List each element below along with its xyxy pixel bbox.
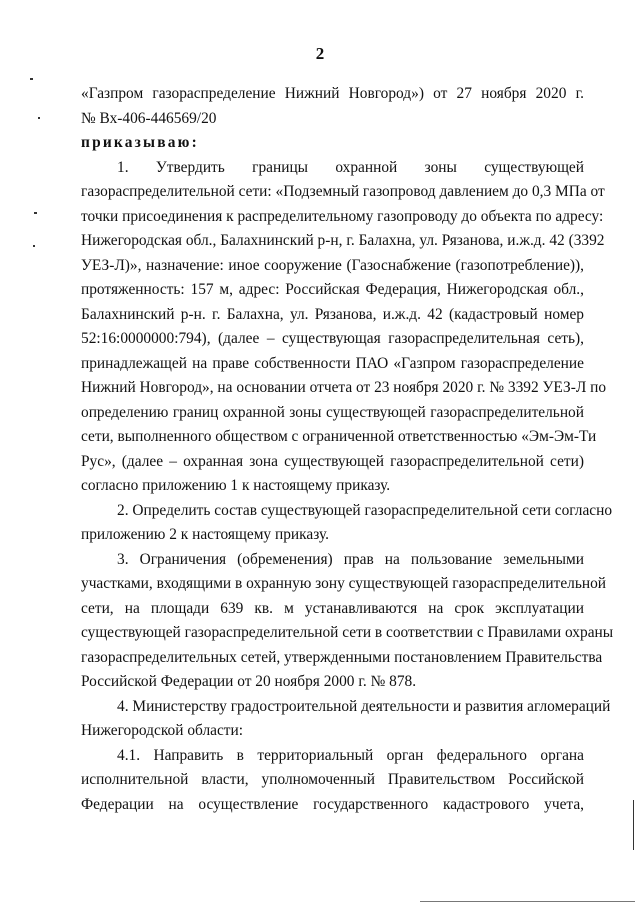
text-line: газораспределительных сетей, утвержденными постановлением Правительства (81, 648, 603, 666)
text-line: сети, выполненного обществом с ограниченной ответственностью «Эм-Эм-Ти (81, 428, 597, 445)
text-line: Балахнинский р-н. г. Балахна, ул. Рязанова, и.ж.д. 42 (кадастровый номер (81, 305, 584, 323)
scan-mark (38, 117, 40, 119)
text-line: точки присоединения к распределительному газопроводу до объекта по адресу: (81, 207, 604, 225)
text-line: 52:16:0000000:794), (далее – существующая газораспределительная сеть), (81, 330, 584, 347)
text-line: Нижегородская обл., Балахнинский р-н, г. Балахна, ул. Рязанова, и.ж.д. 42 (3392 (81, 232, 605, 249)
text-line: Нижегородской области: (81, 722, 244, 739)
text-line: сети, на площади 639 кв. м устанавливаются на срок эксплуатации (81, 599, 584, 617)
text-line: участками, входящими в охранную зону существующей газораспределительной (81, 575, 607, 592)
paragraph-start: 2. Определить состав существующей газораспределительной сети согласно (117, 501, 613, 519)
paragraph-start: 1. Утвердить границы охранной зоны существующей (117, 158, 584, 176)
text-line: Федерации на осуществление государственного кадастрового учета, (81, 795, 584, 813)
page-number: 2 (315, 44, 325, 63)
text-line: № Вх-406-446569/20 (81, 109, 217, 127)
scan-mark (30, 78, 33, 80)
order-heading: приказываю: (81, 134, 199, 151)
text-line: существующей газораспределительной сети в соответствии с Правилами охраны (81, 624, 614, 641)
text-line: протяженность: 157 м, адрес: Российская Федерация, Нижегородская обл., (81, 281, 584, 298)
scan-mark (33, 245, 35, 247)
text-line: «Газпром газораспределение Нижний Новгород») от 27 ноября 2020 г. (81, 85, 584, 102)
text-line: газораспределительной сети: «Подземный газопровод давлением до 0,3 МПа от (81, 183, 605, 200)
scan-edge-line (420, 901, 635, 902)
text-line: определению границ охранной зоны существующей газораспределительной (81, 403, 584, 421)
scan-mark (34, 212, 37, 214)
text-line: согласно приложению 1 к настоящему приказу. (81, 477, 391, 494)
paragraph-start: 4. Министерству градостроительной деятельности и развития агломераций (117, 697, 611, 715)
document-body (81, 82, 614, 817)
text-line: УЕЗ-Л)», назначение: иное сооружение (Газоснабжение (газопотребление)), (81, 256, 584, 274)
text-line: приложению 2 к настоящему приказу. (81, 526, 329, 543)
scan-edge-line (633, 800, 634, 850)
text-line: исполнительной власти, уполномоченный Правительством Российской (81, 771, 584, 788)
text-line: Рус», (далее – охранная зона существующей газораспределительной сети) (81, 452, 584, 470)
paragraph-start: 3. Ограничения (обременения) прав на пользование земельными (117, 550, 584, 568)
text-line: принадлежащей на праве собственности ПАО «Газпром газораспределение (81, 354, 584, 372)
paragraph-start: 4.1. Направить в территориальный орган федерального органа (117, 746, 584, 764)
text-line: Нижний Новгород», на основании отчета от 23 ноября 2020 г. № 3392 УЕЗ-Л по (81, 379, 607, 396)
text-line: Российской Федерации от 20 ноября 2000 г. № 878. (81, 673, 417, 690)
